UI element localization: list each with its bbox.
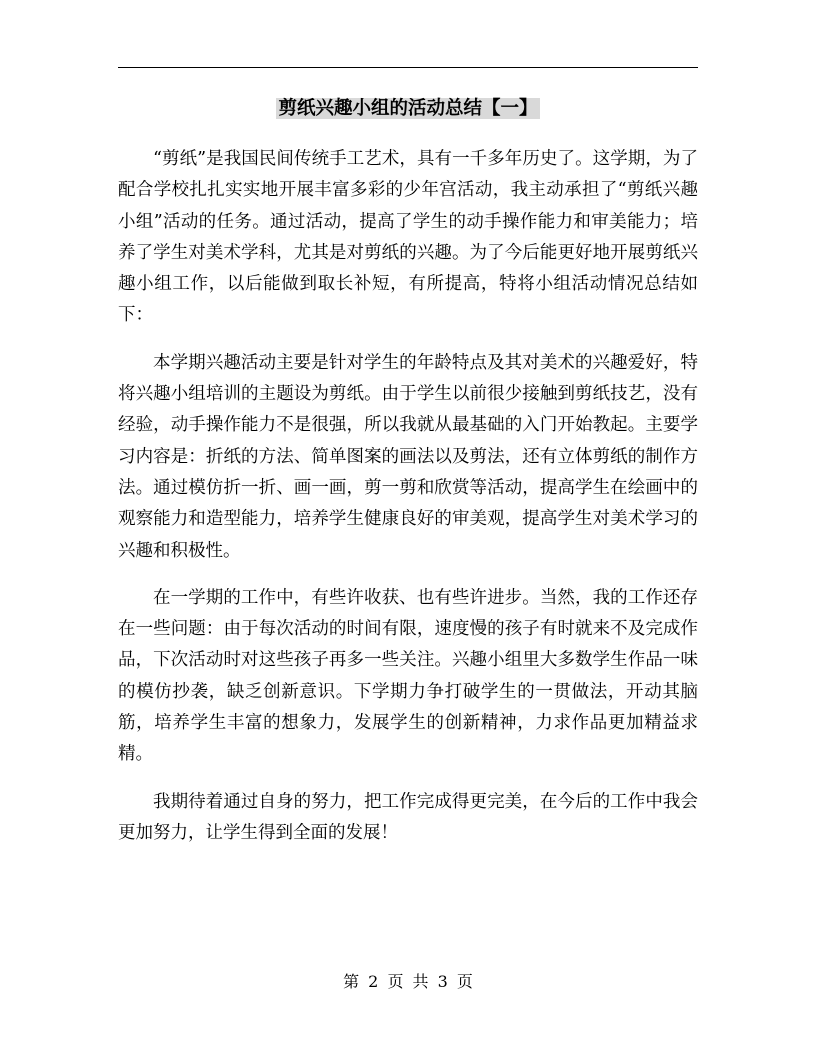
document-title (0, 95, 816, 123)
paragraph-conclusion: 我期待着通过自身的努力，把工作完成得更完美，在今后的工作中我会更加努力，让学生得到全面的发展！ (118, 791, 698, 843)
document-title-text: 剪纸兴趣小组的活动总结【一】 (278, 98, 538, 119)
paragraph-intro: “剪纸”是我国民间传统手工艺术，具有一千多年历史了。这学期，为了配合学校扎扎实实地开展丰富多彩的少年宫活动，我主动承担了“剪纸兴趣小组”活动的任务。通过活动，提高了学生的动手操作能力和审美能力；培养了学生对美术学科，尤其是对剪纸的兴趣。为了今后能更好地开展剪纸兴趣小组工作，以后能做到取长补短，有所提高，特将小组活动情况总结如下： (118, 149, 698, 326)
paragraph-reflection: 在一学期的工作中，有些许收获、也有些许进步。当然，我的工作还存在一些问题：由于每次活动的时间有限，速度慢的孩子有时就来不及完成作品，下次活动时对这些孩子再多一些关注。兴趣小组里大多数学生作品一味的模仿抄袭，缺乏创新意识。下学期力争打破学生的一贯做法，开动其脑筋，培养学生丰富的想象力，发展学生的创新精神，力求作品更加精益求精。 (118, 587, 698, 765)
page-number-footer: 第 2 页 共 3 页 (343, 972, 473, 991)
paragraph-activity-content: 本学期兴趣活动主要是针对学生的年龄特点及其对美术的兴趣爱好，特将兴趣小组培训的主题设为剪纸。由于学生以前很少接触到剪纸技艺，没有经验，动手操作能力不是很强，所以我就从最基础的入门开始教起。主要学习内容是：折纸的方法、简单图案的画法以及剪法，还有立体剪纸的制作方法。通过模仿折一折、画一画，剪一剪和欣赏等活动，提高学生在绘画中的观察能力和造型能力，培养学生健康良好的审美观，提高学生对美术学习的兴趣和积极性。 (118, 352, 698, 561)
document-body (118, 144, 698, 865)
header-rule (118, 67, 698, 68)
